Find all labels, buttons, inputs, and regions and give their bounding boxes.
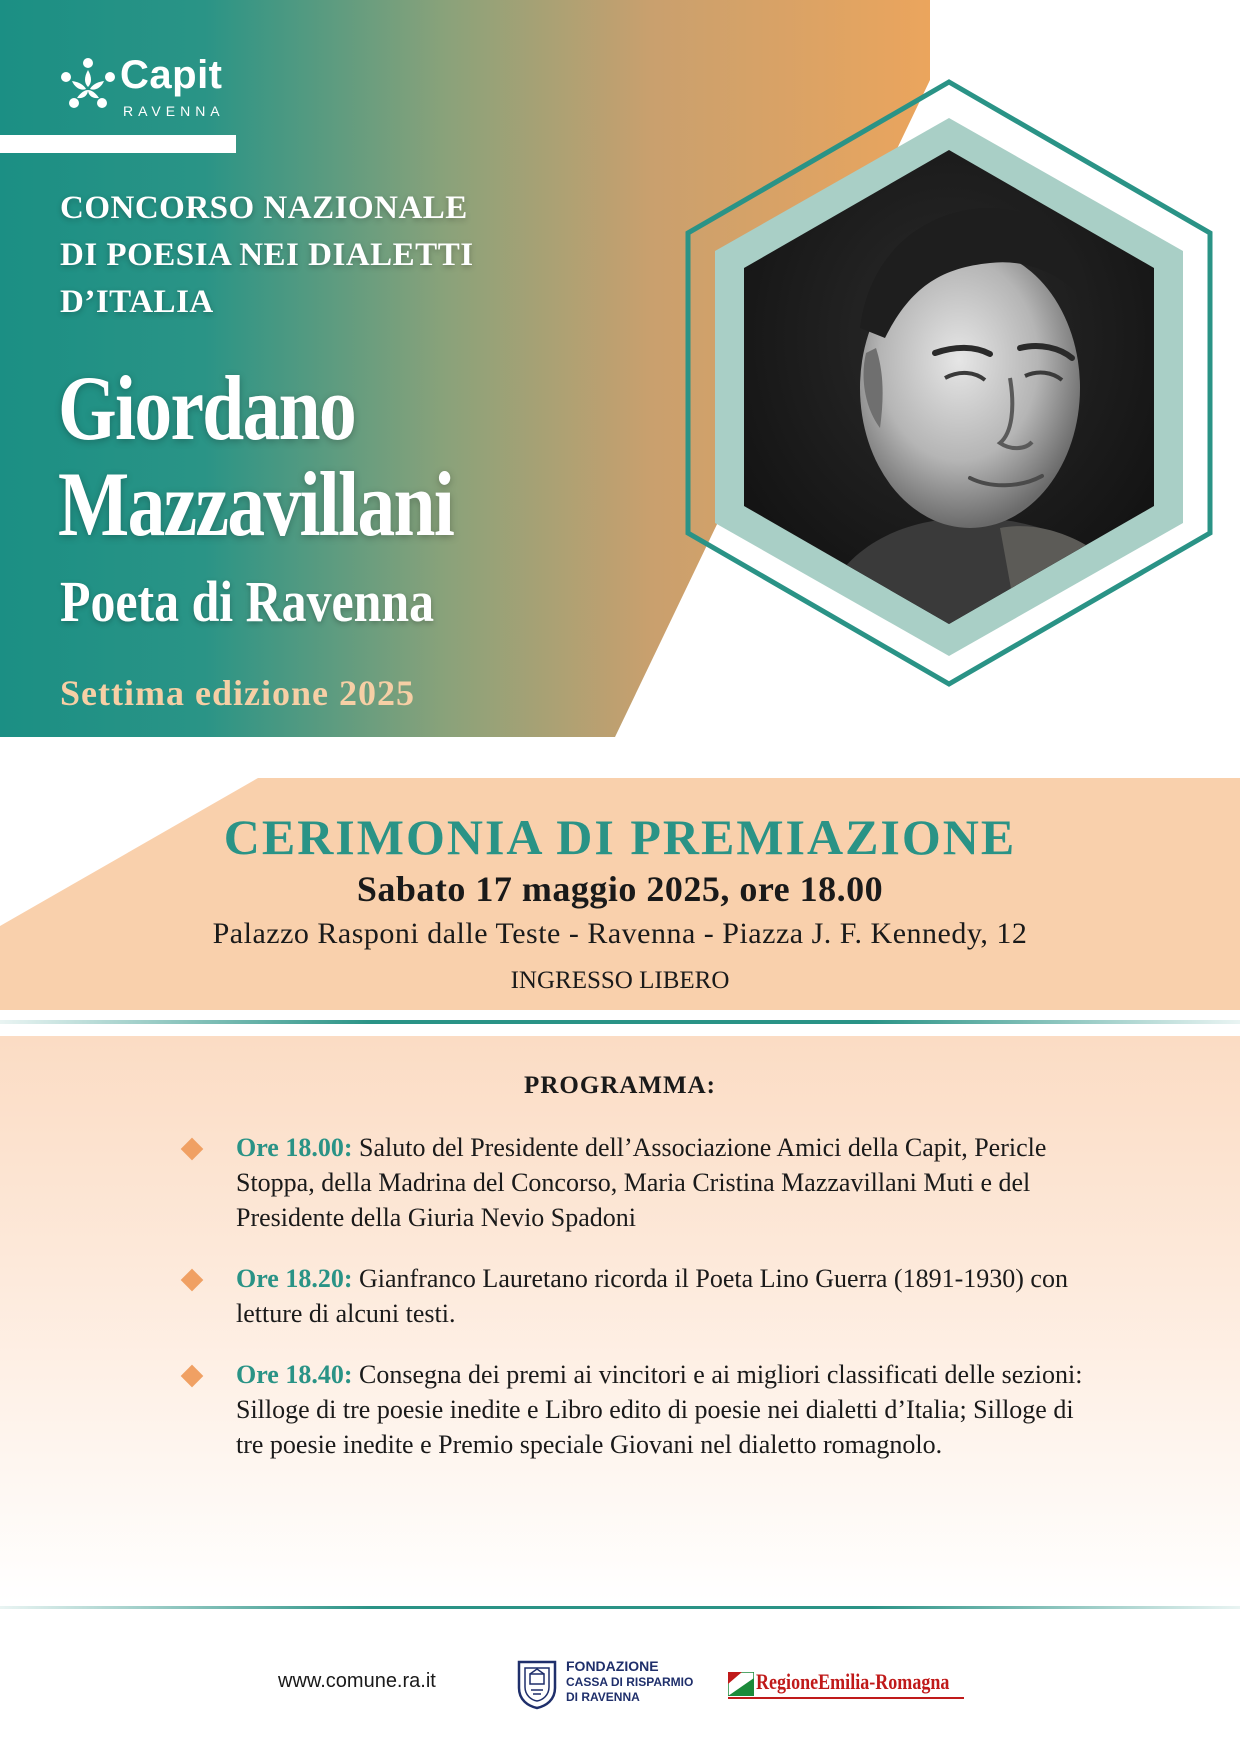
poet-name [58, 357, 454, 555]
logo-subtitle: RAVENNA [123, 103, 225, 119]
logo-name: Capit [120, 53, 223, 97]
list-item [178, 1357, 1098, 1462]
fondazione-line: DI RAVENNA [566, 1690, 640, 1704]
poet-name-line: Mazzavillani [58, 453, 454, 555]
programme-time: Ore 18.20: [236, 1264, 353, 1293]
fondazione-logo-text [566, 1658, 693, 1705]
programme-title: PROGRAMMA: [524, 1072, 716, 1099]
programme-text: Saluto del Presidente dell’Associazione Amici della Capit, Pericle Stoppa, della Madrina del Concorso, Maria Cristina Mazzavillani Muti e del Presidente della Giuria Nevio Spadoni [236, 1133, 1047, 1232]
contest-title-line: DI POESIA NEI DIALETTI [60, 237, 474, 273]
list-item [178, 1130, 1098, 1235]
capit-logo [58, 55, 238, 125]
website-link[interactable]: www.comune.ra.it [278, 1670, 436, 1692]
programme-text: Consegna dei premi ai vincitori e ai migliori classificati delle sezioni: Silloge di tre poesie inedite e Libro edito di poesie nei dialetti d’Italia; Silloge di tre poesie inedite e Premio speciale Giovani nel dialetto romagnolo. [236, 1360, 1083, 1459]
programme-list [178, 1130, 1098, 1488]
contest-title [60, 185, 600, 326]
region-flag-icon [728, 1672, 754, 1696]
programme-time: Ore 18.40: [236, 1360, 353, 1389]
programme-text: Gianfranco Lauretano ricorda il Poeta Lino Guerra (1891-1930) con letture di alcuni testi. [236, 1264, 1068, 1328]
contest-title-line: D’ITALIA [60, 284, 214, 320]
contest-title-line: CONCORSO NAZIONALE [60, 190, 468, 226]
poet-subtitle: Poeta di Ravenna [60, 569, 435, 634]
diamond-bullet-icon [181, 1269, 204, 1292]
divider-line [0, 1020, 1240, 1024]
region-logo [728, 1668, 968, 1698]
logo-underline-bar [0, 135, 236, 153]
footer-divider-line [0, 1606, 1240, 1609]
diamond-bullet-icon [181, 1365, 204, 1388]
poet-name-line: Giordano [58, 357, 356, 459]
ceremony-title: CERIMONIA DI PREMIAZIONE [223, 809, 1017, 865]
programme-time: Ore 18.00: [236, 1133, 353, 1162]
fondazione-line: FONDAZIONE [566, 1658, 659, 1674]
list-item [178, 1261, 1098, 1331]
portrait-hexagon [670, 78, 1220, 728]
edition-label: Settima edizione 2025 [60, 673, 415, 713]
fondazione-crest-icon [516, 1658, 558, 1710]
region-underline [728, 1697, 964, 1699]
ceremony-entry: INGRESSO LIBERO [510, 967, 730, 994]
diamond-bullet-icon [181, 1138, 204, 1161]
ceremony-date: Sabato 17 maggio 2025, ore 18.00 [356, 869, 884, 909]
region-name: RegioneEmilia-Romagna [756, 1669, 950, 1694]
fondazione-line: CASSA DI RISPARMIO [566, 1675, 694, 1689]
ceremony-place: Palazzo Rasponi dalle Teste - Ravenna - Piazza J. F. Kennedy, 12 [212, 917, 1028, 950]
people-circle-icon [58, 55, 118, 115]
